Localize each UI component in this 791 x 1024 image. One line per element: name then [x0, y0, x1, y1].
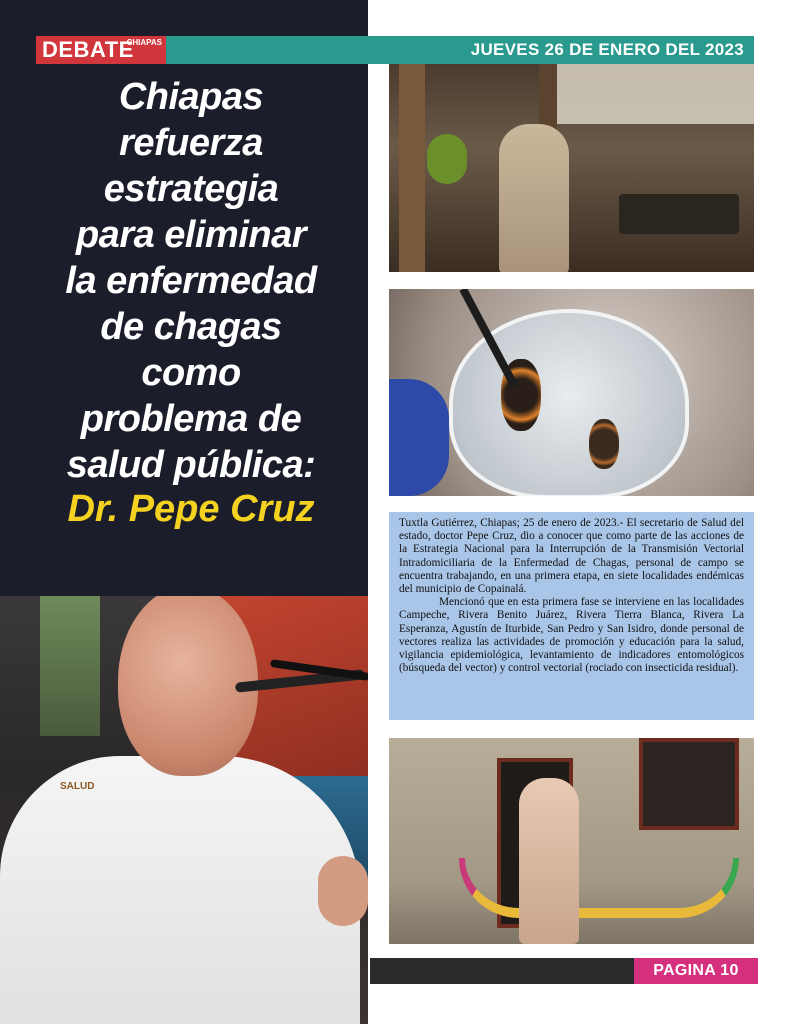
page-number: PAGINA 10	[634, 958, 758, 984]
headline-line: problema de	[80, 398, 302, 440]
field-worker	[519, 778, 579, 944]
masthead-bar	[36, 36, 754, 64]
debate-logo	[36, 36, 166, 64]
fumigation-kitchen-photo	[389, 64, 754, 272]
photo-roof	[539, 64, 754, 124]
doctor-photo	[0, 596, 368, 1024]
triatomine-bug-icon	[589, 419, 619, 469]
headline-line: estrategia	[103, 168, 279, 210]
headline-byline: Dr. Pepe Cruz	[67, 488, 315, 530]
chagas-bug-photo	[389, 289, 754, 496]
banana-bunch	[427, 134, 467, 184]
footer-bar	[370, 958, 758, 984]
field-worker	[499, 124, 569, 272]
doctor-hand	[318, 856, 368, 926]
stove	[619, 194, 739, 234]
photo-background-green	[40, 596, 100, 736]
headline-line: como	[141, 352, 241, 394]
article-paragraph: Mencionó que en esta primera fase se interviene en las localidades Campeche, Rivera Benito Juárez, Rivera Tierra Blanca, Rivera La Esperanza, Agustín de Iturbide, San Pedro y San Isidro, donde personal de vectores realiza las actividades de promoción y educación para la salud, vigilancia epidemiológica, levantamiento de indicadores entomológicos (búsqueda del vector) y control vectorial (rociado con insecticida residual).	[399, 596, 744, 675]
house-spraying-photo	[389, 738, 754, 944]
headline-line: Chiapas	[118, 76, 264, 118]
blue-glove	[389, 379, 449, 496]
house-window	[639, 738, 739, 830]
coat-badge: SALUD	[60, 781, 95, 792]
wooden-post	[399, 64, 425, 272]
hammock	[459, 858, 739, 918]
white-coat	[0, 756, 360, 1024]
headline-line: para eliminar	[75, 214, 307, 256]
headline-line: refuerza	[119, 122, 263, 164]
logo-subtext: CHIAPAS	[126, 38, 162, 47]
issue-date: JUEVES 26 DE ENERO DEL 2023	[470, 40, 744, 59]
article-paragraph: Tuxtla Gutiérrez, Chiapas; 25 de enero de 2023.- El secretario de Salud del estado, doctor Pepe Cruz, dio a conocer que como parte de las acciones de la Estrategia Nacional para la Interrupción de la Transmisión Vectorial Intradomiciliaria de la Enfermedad de Chagas, personal de campo se encuentra trabajando, en una primera etapa, en siete localidades endémicas del municipio de Copainalá.	[399, 517, 744, 596]
headline	[22, 74, 360, 488]
headline-line: salud pública:	[66, 444, 316, 486]
article-text-box	[389, 512, 754, 720]
headline-line: de chagas	[100, 306, 282, 348]
logo-text: DEBATE	[42, 37, 134, 62]
headline-line: la enfermedad	[65, 260, 317, 302]
